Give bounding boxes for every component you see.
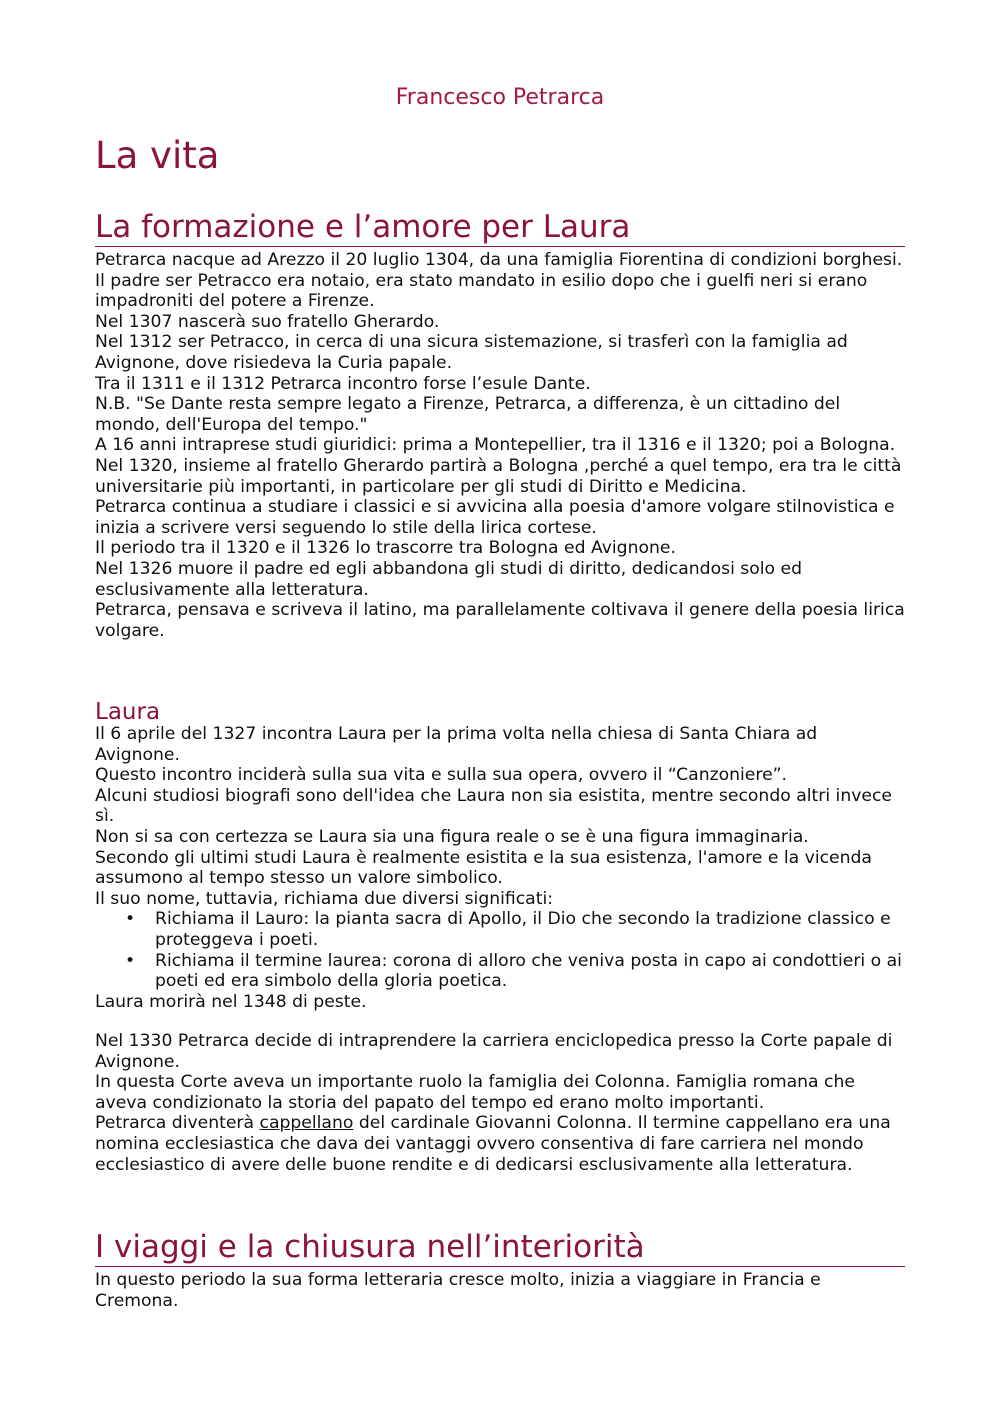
text-run: del cardinale Giovanni Colonna. Il termine cappellano era una nomina ecclesiastica che dava dei vantaggi ovvero consentiva di fare carriera nel mondo ecclesiastico di avere delle buone rendite e di dedicarsi esclusivamente alla letteratura. — [95, 1113, 891, 1175]
paragraph: In questa Corte aveva un importante ruolo la famiglia dei Colonna. Famiglia romana che aveva condizionato la storia del papato del tempo ed erano molto importanti. — [95, 1072, 855, 1113]
paragraph: Laura morirà nel 1348 di peste. — [95, 991, 367, 1012]
paragraph: Il suo nome, tuttavia, richiama due diversi significati: — [95, 888, 554, 909]
section-viaggi-body — [95, 1270, 905, 1311]
paragraph: Nel 1307 nascerà suo fratello Gherardo. — [95, 311, 440, 332]
section-career-body — [95, 1031, 905, 1175]
paragraph: Nel 1320, insieme al fratello Gherardo partirà a Bologna ,perché a quel tempo, era tra le città universitarie più importanti, in particolare per gli studi di Diritto e Medicina. — [95, 455, 902, 497]
paragraph: N.B. "Se Dante resta sempre legato a Firenze, Petrarca, a differenza, è un cittadino del mondo, dell'Europa del tempo." — [95, 394, 841, 435]
bullet-icon: • — [125, 909, 136, 930]
bullet-list — [95, 909, 905, 991]
paragraph: Tra il 1311 e il 1312 Petrarca incontro forse l’esule Dante. — [95, 373, 591, 394]
paragraph: Nel 1330 Petrarca decide di intraprendere la carriera enciclopedica presso la Corte papale di Avignone. — [95, 1031, 893, 1072]
paragraph: Petrarca, pensava e scriveva il latino, ma parallelamente coltivava il genere della poesia lirica volgare. — [95, 600, 905, 641]
list-item-text: Richiama il termine laurea: corona di alloro che veniva posta in capo ai condottieri o ai poeti ed era simbolo della gloria poetica. — [155, 950, 902, 992]
paragraph: Questo incontro inciderà sulla sua vita e sulla sua opera, ovvero il “Canzoniere”. — [95, 765, 788, 786]
paragraph: Secondo gli ultimi studi Laura è realmente esistita e la sua esistenza, l'amore e la vicenda assumono al tempo stesso un valore simbolico. — [95, 847, 872, 889]
paragraph: Il periodo tra il 1320 e il 1326 lo trascorre tra Bologna ed Avignone. — [95, 538, 676, 559]
paragraph: Nel 1312 ser Petracco, in cerca di una sicura sistemazione, si trasferì con la famiglia ad Avignone, dove risiedeva la Curia papale. — [95, 332, 848, 373]
paragraph: Nel 1326 muore il padre ed egli abbandona gli studi di diritto, dedicandosi solo ed esclusivamente alla letteratura. — [95, 558, 803, 600]
paragraph: In questo periodo la sua forma letteraria cresce molto, inizia a viaggiare in Francia e Cremona. — [95, 1270, 821, 1311]
list-item — [95, 951, 905, 992]
list-item-text: Richiama il Lauro: la pianta sacra di Apollo, il Dio che secondo la tradizione classico e proteggeva i poeti. — [155, 909, 891, 950]
heading-la-vita: La vita — [95, 134, 220, 177]
section-laura-body — [95, 724, 905, 1012]
paragraph: A 16 anni intraprese studi giuridici: prima a Montepellier, tra il 1316 e il 1320; poi a Bologna. — [95, 435, 896, 456]
paragraph — [95, 1113, 905, 1175]
heading-formazione: La formazione e l’amore per Laura — [95, 208, 905, 247]
paragraph: Alcuni studiosi biografi sono dell'idea che Laura non sia esistita, mentre secondo altri invece sì. — [95, 785, 892, 827]
paragraph: Petrarca nacque ad Arezzo il 20 luglio 1304, da una famiglia Fiorentina di condizioni borghesi. — [95, 250, 903, 270]
paragraph: Petrarca continua a studiare i classici e si avvicina alla poesia d'amore volgare stilnovistica e inizia a scrivere versi seguendo lo stile della lirica cortese. — [95, 497, 895, 538]
paragraph: Non si sa con certezza se Laura sia una figura reale o se è una figura immaginaria. — [95, 826, 809, 847]
section-formazione-body — [95, 250, 905, 641]
heading-viaggi: I viaggi e la chiusura nell’interiorità — [95, 1228, 905, 1267]
paragraph: Il padre ser Petracco era notaio, era stato mandato in esilio dopo che i guelfi neri si erano impadroniti del potere a Firenze. — [95, 270, 868, 312]
paragraph: Il 6 aprile del 1327 incontra Laura per la prima volta nella chiesa di Santa Chiara ad Avignone. — [95, 724, 818, 765]
document-title: Francesco Petrarca — [395, 85, 605, 110]
heading-laura: Laura — [95, 699, 161, 725]
text-run: Petrarca diventerà — [95, 1113, 260, 1134]
bullet-icon: • — [125, 950, 136, 971]
underlined-term: cappellano — [259, 1113, 354, 1134]
list-item — [95, 909, 905, 950]
